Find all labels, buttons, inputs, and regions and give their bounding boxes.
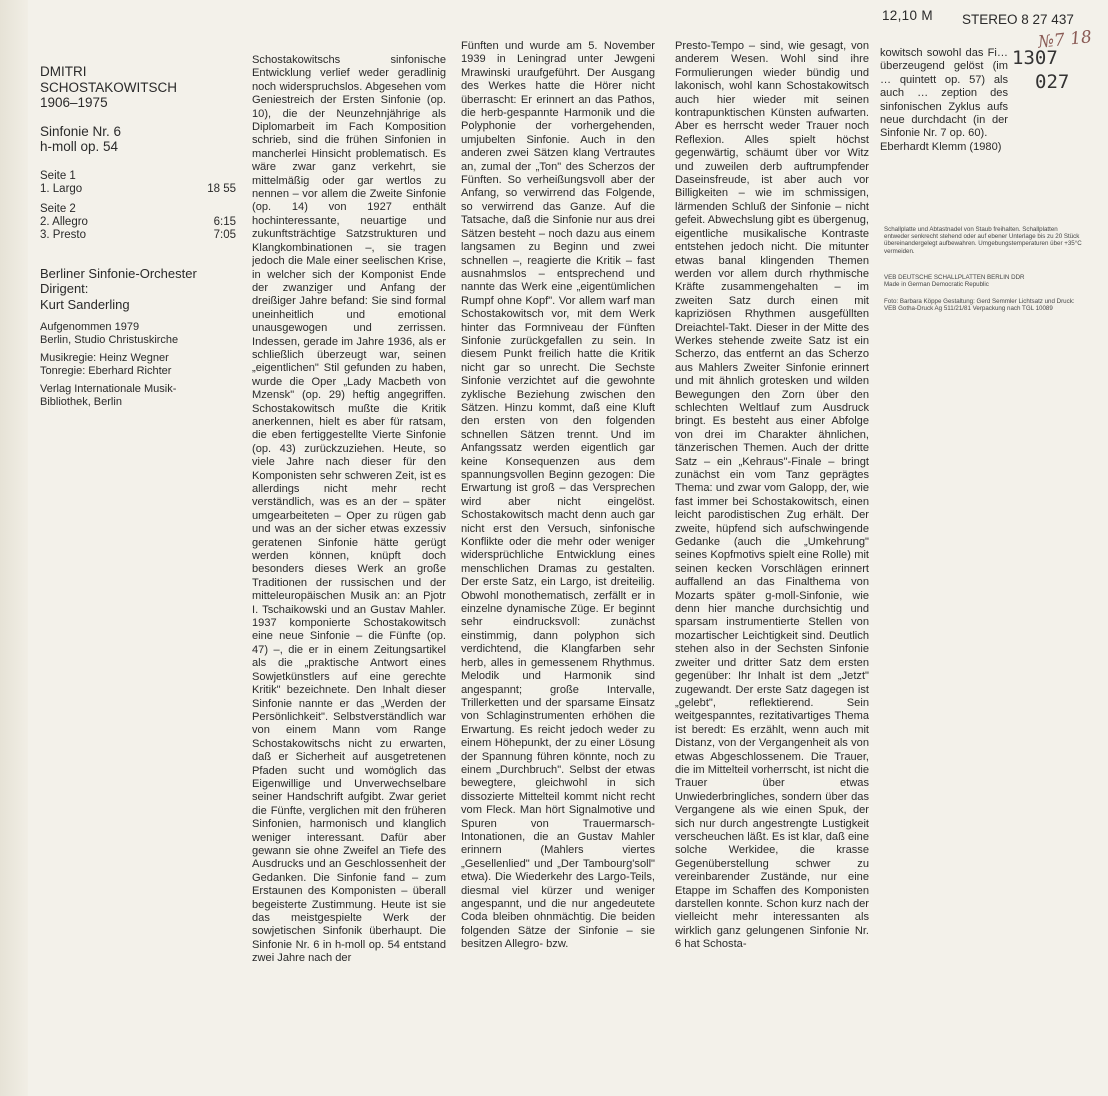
author-credit: Eberhardt Klemm (1980) [880,140,1002,153]
catalog-header [882,8,959,23]
recorded-year: Aufgenommen 1979 [40,321,140,333]
text-column-1 [252,54,446,1088]
track-item [40,229,236,242]
orchestra: Berliner Sinfonie-Orchester [40,265,197,281]
column-text: Fünften und wurde am 5. November 1939 in Leningrad unter Jewgeni Mrawinski uraufgeführt. Der Ausgang des Werkes hatte die Hörer nicht überrascht: Er erinnert an das Pathos, die herb-gespannte Harmonik und die Polyphonie der vorhergehenden, umjubelten Sinfonie. Auch in den anderen zwei Sätzen klang Vertrautes an, zumal der „Ton" des Scherzos der Fünften. So verheißungsvoll aber der Anfang, so verwirrend das Folgende, so verwirrend das Ganze. Auf die Tatsache, daß die Sinfonie nur aus drei Sätzen besteht – noch dazu aus einem langsamen zu Beginn und zwei schnellen –, reagierte die Kritik – fast ausnahmslos – entsprechend und nannte das Werk eine „eigentümlichen Rumpf ohne Kopf". Vor allem warf man Schostakowitsch vor, mit dem Werk hinter das Formniveau der Fünften Sinfonie zurückgefallen zu sein. In diesem Punkt freilich hatte die Kritik nicht gar so unrecht. Die Sechste Sinfonie verzichtet auf die gewohnte zyklische Beziehung zwischen den Sätzen. Hinzu kommt, daß eine Kluft den ersten von den folgenden schnellen Sätzen trennt. Und im Anfangssatz werden eigentlich gar keine Konsequenzen aus dem spannungsvollen Beginn gezogen: Die Erwartung ist groß – das Versprechen wird aber nicht eingelöst. Schostakowitsch macht denn auch gar nicht erst den Versuch, sinfonische Konflikte oder die mehr oder weniger widersprüchliche Entwicklung eines menschlichen Dramas zu gestalten. Der erste Satz, ein Largo, ist dreiteilig. Obwohl monothematisch, zerfällt er in einzelne dynamische Züge. Er beginnt sehr eindrucksvoll: zunächst einstimmig, dann polyphon sich verdichtend, die Klangfarben sehr herb, alles in gemessenem Rhythmus. Melodik und Harmonik sind angespannt; große Intervalle, Trillerketten und der sparsame Einsatz von Schlaginstrumenten erhöhen die Erwartung. Es reicht jedoch weder zu einem Höhepunkt, der zu einer Lösung der Spannung führen könnte, noch zu einem „Durchbruch". Selbst der etwas bewegtere, gleichwohl in sich dissozierte Mittelteil kommt nicht recht vom Fleck. Man hört Signalmotive und Spuren von Trauermarsch-Intonationen, die an Gustav Mahler erinnern (Mahlers viertes „Gesellenlied" und „Der Tambourg'soll" etwa). Die Wiederkehr des Largo-Teils, diesmal viel kürzer und weniger angespannt, und die nur angedeutete Coda bleiben ohnmächtig. Die beiden folgenden Sätze der Sinfonie – sie besitzen Allegro- bzw. [461,40,655,951]
recording-credits [40,321,240,409]
text-column-3 [675,40,869,1074]
track-list [40,170,240,242]
track-time: 7:05 [213,228,236,241]
track-item [40,183,236,196]
column-text: kowitsch sowohl das Fi… überzeugend gelöst (im … quintett op. 57) als auch … zeption des sinfonischen Zyklus aufs neue durchdacht (in der Sinfonie Nr. 7 op. 60). [880,47,1008,140]
text-column-4 [880,47,1008,157]
composer-years: 1906–1975 [40,95,108,110]
stereo-label: STEREO [962,12,1018,27]
column-text: Schostakowitschs sinfonische Entwicklung verlief weder geradlinig noch widerspruchslos. Abgesehen vom Geniestreich der Ersten Sinfonie (op. 10), die der Neunzehnjährige als Diplomarbeit im Fach Komposition schrieb, sind die frühen Sinfonien in mancherlei Hinsicht problematisch. Es wäre zwar ganz verkehrt, sie mittelmäßig oder gar wertlos zu nennen – vor allem die Zweite Sinfonie (op. 14) von 1927 enthält hochinteressante, neuartige und zukunftsträchtige Satzstrukturen und Klangkombinationen –, sie tragen jedoch die Male einer seelischen Krise, in welcher sich der Komponist Ende der zwanziger und Anfang der dreißiger Jahre befand: Sie sind formal uneinheitlich und emotional unausgewogen und zerrissen. Indessen, gerade im Jahre 1936, als er schließlich überzeugt war, seinen „eigentlichen" Stil gefunden zu haben, wurde die Oper „Lady Macbeth von Mzensk" (op. 29) heftig angegriffen. Schostakowitsch mußte die Kritik anerkennen, hielt es aber für ratsam, die eben fertiggestellte Vierte Sinfonie (op. 43) zurückzuziehen. Heute, so viele Jahre nach dieser für den Komponisten sehr schweren Zeit, ist es allerdings nicht mehr recht verständlich, was es an der – später umgearbeiteten – Oper zu rügen gab und was an der sicher etwas exzessiv geratenen Sinfonie hätte gerügt werden können, knüpft doch besonders dieses Werk an große Traditionen der russischen und der mitteleuropäischen Musik an: an Pjotr I. Tschaikowski und an Gustav Mahler. 1937 komponierte Schostakowitsch eine neue Sinfonie – die Fünfte (op. 47) –, die er in einem Zeitungsartikel als die „praktische Antwort eines Sowjetkünstlers auf eine gerechte Kritik" bezeichnete. Den Inhalt dieser Sinfonie nannte er das „Werden der Persönlichkeit". Selbstverständlich war von einem Mann vom Range Schostakowitschs nicht zu erwarten, daß er Sicherheit auf ausgetretenen Pfaden sucht und womöglich das Eigenwillige und Unverwechselbare seiner Handschrift aufgibt. Zwar geriet die Fünfte, verglichen mit den früheren Sinfonien, harmonisch und klanglich weniger interessant. Dafür aber gewann sie ohne Zweifel an Tiefe des Ausdrucks und an Geschlossenheit der Gedanken. Die Sinfonie fand – zum Erstaunen des Komponisten – überall begeisterte Zustimmung. Heute ist sie das meistgespielte Werk der sowjetischen Sinfonik überhaupt. Die Sinfonie Nr. 6 in h-moll op. 54 entstand zwei Jahre nach der [252,54,446,965]
label-info [884,274,1084,288]
composer-first-name: DMITRI [40,64,87,79]
price: 12,10 M [882,8,933,23]
production-credits: Foto: Barbara Köppe Gestaltung: Gerd Semmler Lichtsatz und Druck: VEB Gotha-Druck Ag 511/21/81 Verpackung nach TGL 10089 [884,298,1075,313]
track-time: 6:15 [213,215,236,228]
label-name: VEB DEUTSCHE SCHALLPLATTEN BERLIN DDR [884,274,1025,281]
side-2-label: Seite 2 [40,202,76,215]
track-title: 1. Largo [40,182,83,195]
composer [40,64,240,111]
label-country: Made in German Democratic Republic [884,281,989,289]
column-text: Presto-Tempo – sind, wie gesagt, von anderem Wesen. Wohl sind ihre Formulierungen wieder bündig und lakonisch, wohl kann Schostakowitsch auch hier wieder mit seinen kontrapunktischen Künsten aufwarten. Aber es herrscht weder Trauer noch Reflexion. Alles spielt höchst gegenwärtig, schäumt über vor Witz und zuweilen derb auftrumpfender Daseinsfreude, ist aber auch vor Billigkeiten – wie im schmissigen, lärmenden Schluß der Sinfonie – nicht gefeit. Abwechslung gibt es übergenug, eigentliche musikalische Kontraste entstehen jedoch nicht. Die mitunter etwas banal klingenden Themen werden vor allem durch rhythmische Kräfte zusammengehalten – im zweiten Satz durch einen mit kapriziösen Rhythmen ausgefüllten Dreiachtel-Takt. Dieser in der Mitte des Werkes stehende zweite Satz ist ein Scherzo, das entfernt an das Scherzo aus Mahlers Zweiter Sinfonie erinnert und mit ähnlich grotesken und wilden Bewegungen den Zorn über den schlechten Weltlauf zum Ausdruck bringt. Es besteht aus einer Abfolge von drei im Charakter ähnlichen, tänzerischen Themen. Auch der dritte Satz – ein „Kehraus"-Finale – bringt zunächst ein vom Tanz geprägtes Thema: und zwar vom Galopp, der, wie fast immer bei Schostakowitsch, einen leicht parodistischen Zug erhält. Der zweite, hüpfend sich aufschwingende Gedanke (auch die „Umkehrung" seines Kopfmotivs spielt eine Rolle) mit seinen kecken Vorschlägen erinnert auffallend an das Finalthema von Mozarts später g-moll-Sinfonie, wie denn hier manche durchsichtig und sparsam instrumentierte Stellen von mozartischer Leichtigkeit sind. Deutlich stehen also in der Sechsten Sinfonie zweiter und dritter Satz dem ersten gegenüber: Ihr Inhalt ist dem „Jetzt" zugewandt. Der erste Satz dagegen ist „gelebt", reflektierend. Sein weitgespanntes, rezitativartiges Thema ist beredt: Es erzählt, wenn auch mit Distanz, von der Vergangenheit als von etwas Abgeschlossenem. Die Trauer, die im Mittelteil vorherrscht, ist nicht die Trauer über etwas Unwiederbringliches, sondern über das Vergangene als wie einen Spuk, der sich nur durch angestrengte Lustigkeit verscheuchen läßt. Es ist klar, daß eine solche Werkidee, die krasse Gegenüberstellung schwer zu vereinbarender Zustände, nur eine Etappe im Schaffen des Komponisten darstellen konnte. Schon kurz nach der vielleicht mehr interessanten als wirklich ganz gelungenen Sinfonie Nr. 6 hat Schosta- [675,40,869,951]
work-key: h-moll op. 54 [40,139,119,154]
track-title: 2. Allegro [40,215,88,228]
catalog-number [962,12,1074,27]
conductor-label: Dirigent: [40,281,89,296]
composer-last-name: SCHOSTAKOWITSCH [40,79,178,95]
catalog-id: 8 27 437 [1021,12,1074,27]
sound-direction: Tonregie: Eberhard Richter [40,364,172,377]
performers [40,266,240,313]
care-instructions: Schallplatte und Abtastnadel von Staub freihalten. Schallplatten entweder senkrecht stehend oder auf ebener Unterlage bis zu 20 Stück übereinandergelegt aufbewahren. Umgebungstemperaturen über +35°C vermeiden. [884,226,1082,255]
stamp-number-1: 1307 [1012,47,1058,69]
publisher-line-2: Bibliothek, Berlin [40,395,122,408]
handwritten-note: №7 18 [1037,27,1093,53]
music-direction: Musikregie: Heinz Wegner [40,352,169,365]
work-title [40,124,240,155]
paper-edge [0,0,28,1096]
recording-location: Berlin, Studio Christuskirche [40,333,179,346]
conductor: Kurt Sanderling [40,296,130,312]
stamp-number-2: 027 [1035,71,1070,93]
side-1-label: Seite 1 [40,169,76,182]
track-time: 18 55 [207,182,236,195]
publisher-line-1: Verlag Internationale Musik- [40,383,177,396]
record-info [40,64,240,409]
text-column-2 [461,40,655,1074]
work-name: Sinfonie Nr. 6 [40,123,122,139]
track-item [40,216,236,229]
track-title: 3. Presto [40,228,87,241]
